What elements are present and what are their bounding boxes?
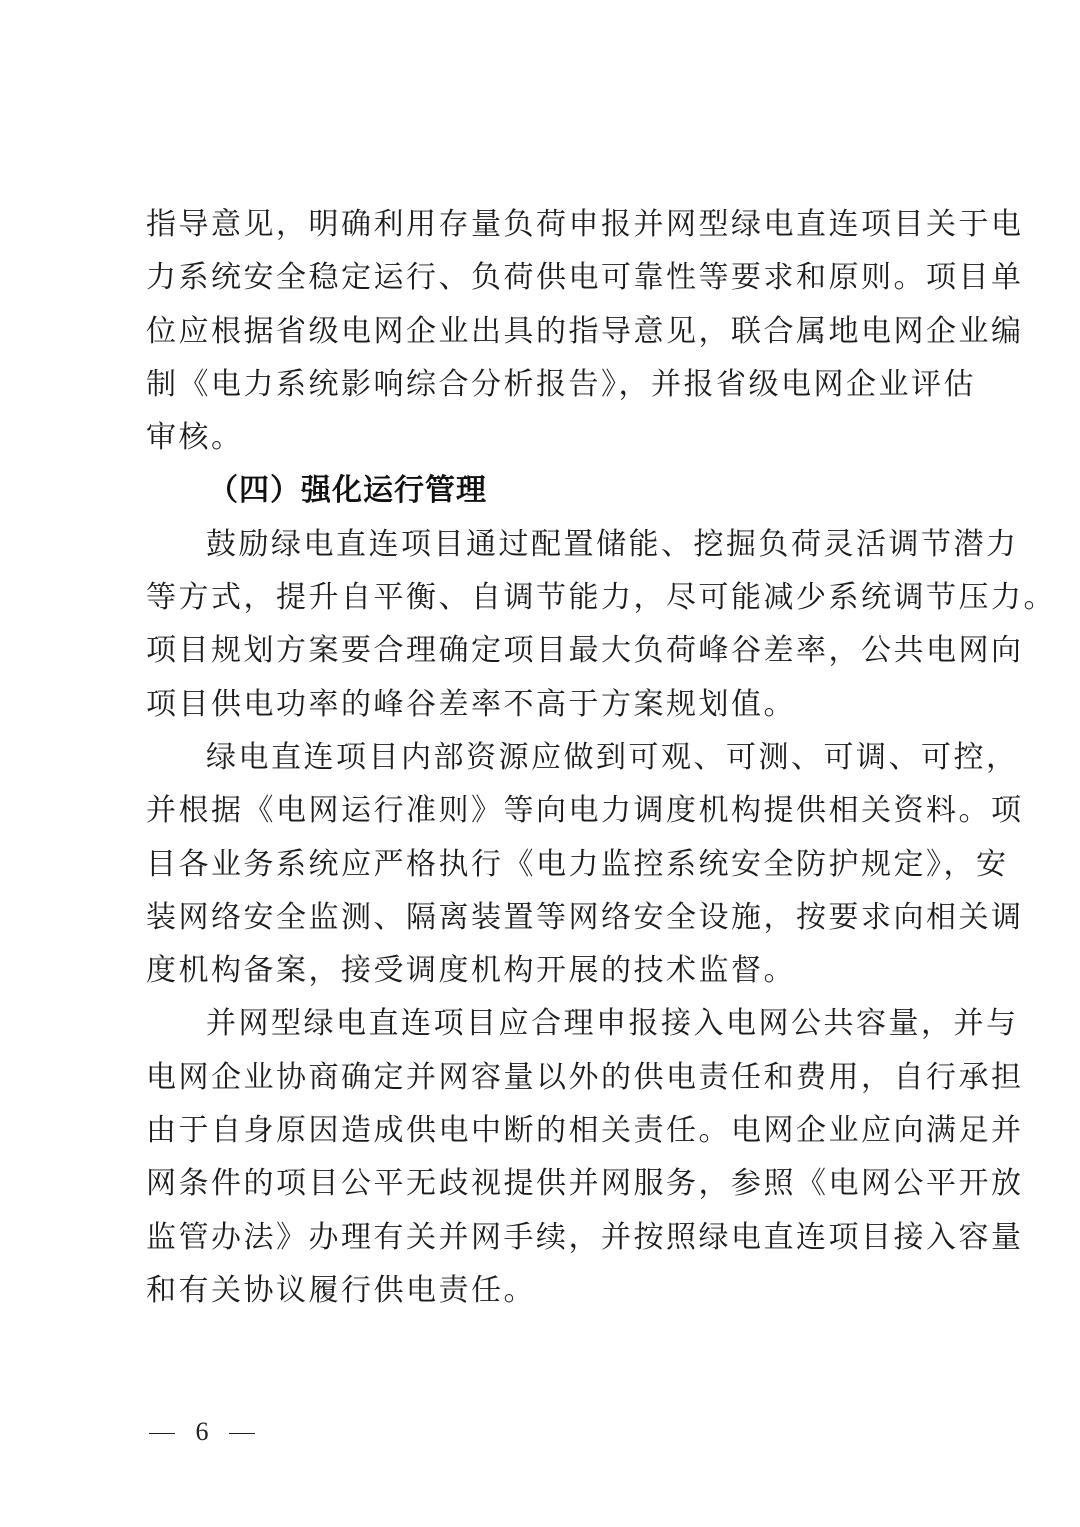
paragraph-grid-capacity [146,997,1024,1317]
text-line: 等方式，提升自平衡、自调节能力，尽可能减少系统调节压力。 [146,580,1056,616]
text-line: 电网企业协商确定并网容量以外的供电责任和费用，自行承担 [146,1059,1024,1095]
text-line: 由于自身原因造成供电中断的相关责任。电网企业应向满足并 [146,1113,1024,1149]
text-line: 项目规划方案要合理确定项目最大负荷峰谷差率，公共电网向 [146,633,1024,669]
text-line: 力系统安全稳定运行、负荷供电可靠性等要求和原则。项目单 [146,260,1024,296]
section-heading-text: （四）强化运行管理 [208,473,487,509]
em-dash-left [149,1433,175,1434]
page-number-value: 6 [195,1417,209,1446]
text-line: 项目供电功率的峰谷差率不高于方案规划值。 [146,686,796,722]
em-dash-right [229,1433,255,1434]
text-line: 和有关协议履行供电责任。 [146,1272,536,1308]
text-line: 位应根据省级电网企业出具的指导意见，联合属地电网企业编 [146,313,1024,349]
text-line: 目各业务系统应严格执行《电力监控系统安全防护规定》，安 [146,846,1009,882]
text-line: 审核。 [146,420,244,456]
text-line: 制《电力系统影响综合分析报告》，并报省级电网企业评估 [146,366,976,402]
text-line: 并根据《电网运行准则》等向电力调度机构提供相关资料。项 [146,793,1024,829]
section-heading [146,464,936,517]
paragraph-energy-storage [146,518,1056,731]
text-line: 度机构备案，接受调度机构开展的技术监督。 [146,953,796,989]
document-body [146,198,1056,1317]
paragraph-internal-resources [146,731,1024,997]
text-line: 绿电直连项目内部资源应做到可观、可测、可调、可控， [206,739,1019,775]
text-line: 并网型绿电直连项目应合理申报接入电网公共容量，并与 [206,1006,1019,1042]
text-line: 监管办法》办理有关并网手续，并按照绿电直连项目接入容量 [146,1219,1024,1255]
paragraph-continuation [146,198,1024,464]
text-line: 鼓励绿电直连项目通过配置储能、挖掘负荷灵活调节潜力 [206,526,1019,562]
text-line: 装网络安全监测、隔离装置等网络安全设施，按要求向相关调 [146,899,1024,935]
page-number [143,1412,261,1452]
text-line: 指导意见，明确利用存量负荷申报并网型绿电直连项目关于电 [146,207,1024,242]
text-line: 网条件的项目公平无歧视提供并网服务，参照《电网公平开放 [146,1166,1024,1202]
